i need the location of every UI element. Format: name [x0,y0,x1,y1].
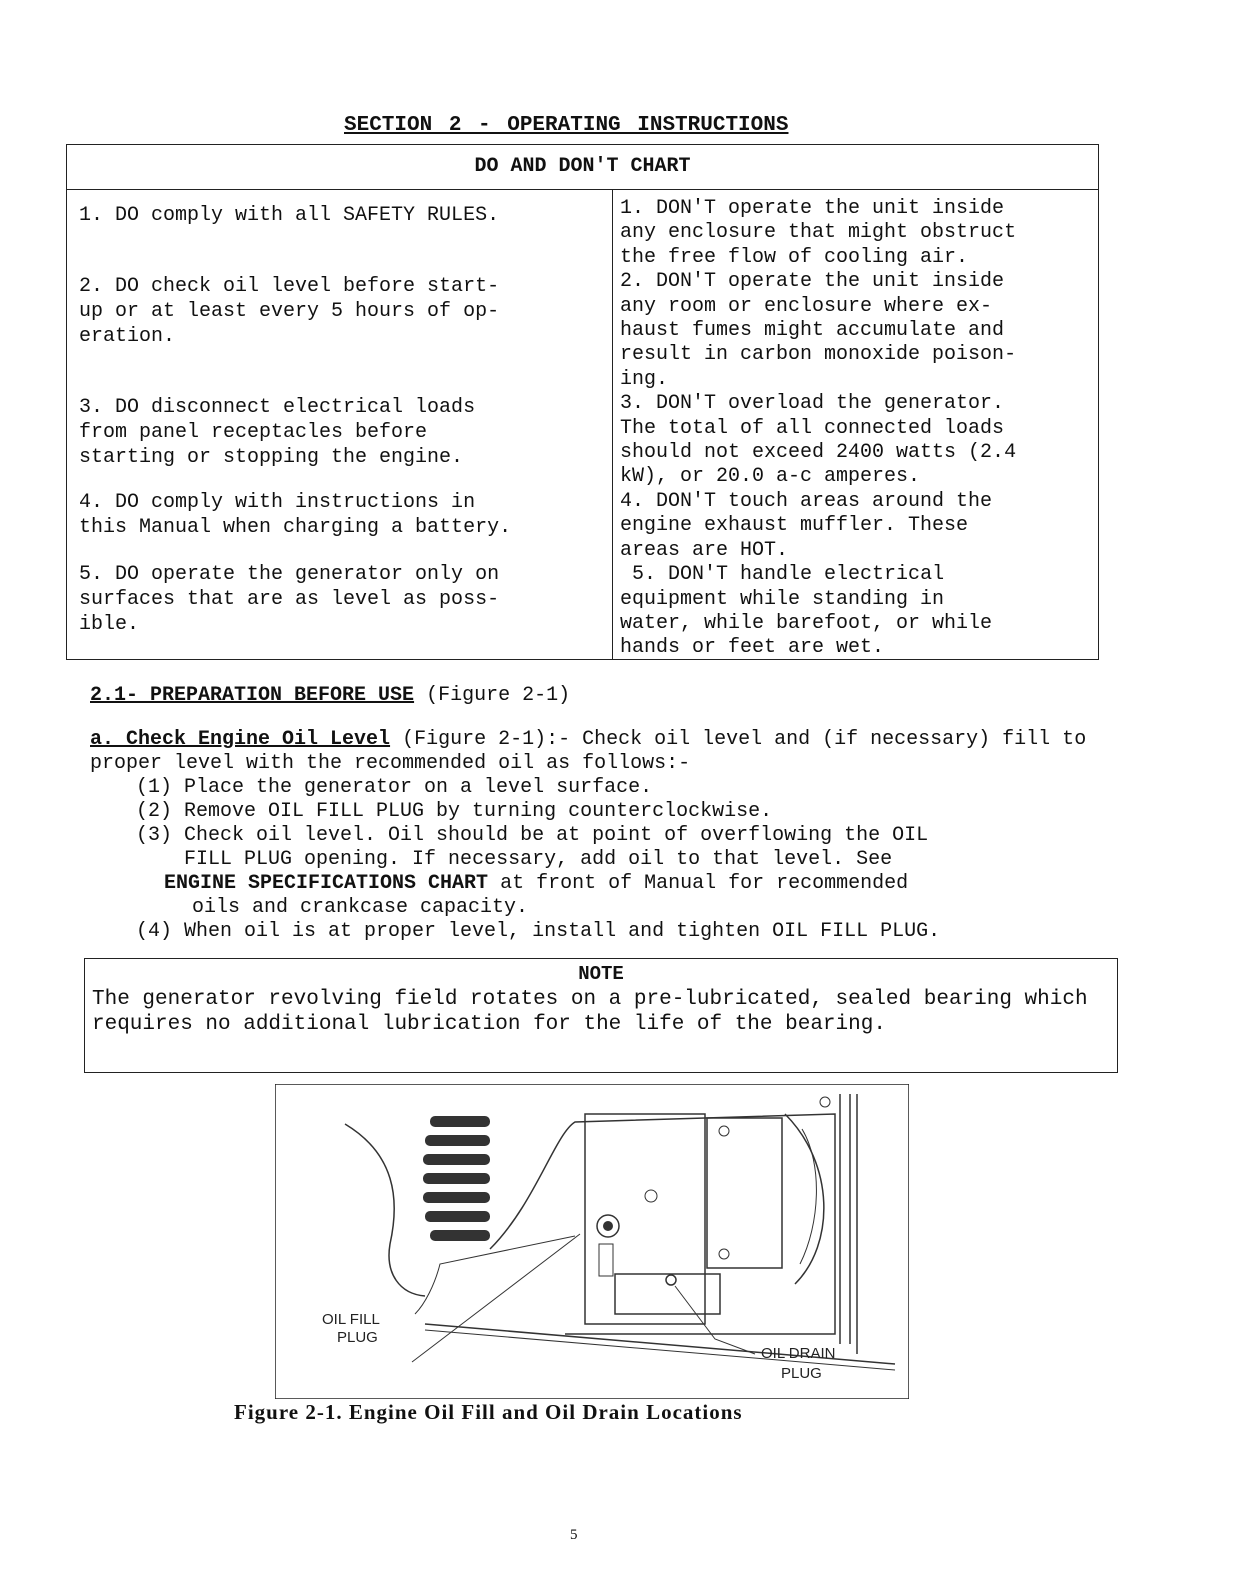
dont-item: 1. DON'T operate the unit inside any enclosure that might obstruct the free flow of cooling air. [620,197,1017,269]
note-box [84,958,1118,1073]
oil-drain-plug-icon [666,1275,676,1285]
do-and-dont-chart [66,144,1099,660]
bolt-icon [719,1249,729,1259]
bolt-icon [719,1126,729,1136]
do-item: 5. DO operate the generator only on surfaces that are as level as poss- ible. [79,563,500,636]
vent-slots-icon [423,1116,490,1241]
bolt-icon [645,1190,657,1202]
oil-drain-label: OIL DRAIN [761,1345,836,1362]
step-item: (4) When oil is at proper level, install and tighten OIL FILL PLUG. [136,920,941,943]
step3-tail: at front of Manual for recommended [488,872,909,895]
dont-item: 4. DON'T touch areas around the engine exhaust muffler. These areas are HOT. [620,489,993,562]
check-oil-instructions [90,728,1100,944]
check-oil-intro [90,728,1100,776]
housing-outline [345,1124,425,1296]
engine-oil-figure [275,1084,909,1399]
oil-fill-label: PLUG [337,1329,378,1346]
step-item: (3) Check oil level. Oil should be at point of overflowing the OIL FILL PLUG opening. If necessary, add oil to that level. See [136,824,929,871]
step-item-continuation [90,872,1100,896]
step-item: (1) Place the generator on a level surface. [136,776,653,799]
chart-column-divider [612,189,613,659]
step-item: (2) Remove OIL FILL PLUG by turning counterclockwise. [136,800,773,823]
preparation-heading-title: 2.1- PREPARATION BEFORE USE [90,684,415,707]
do-item: 1. DO comply with all SAFETY RULES. [79,204,500,227]
chart-heading: DO AND DON'T CHART [67,145,1098,190]
page-number: 5 [570,1527,578,1543]
oil-drain-leader [675,1286,755,1354]
engine-bay-outline [490,1114,835,1334]
flywheel-inner [800,1129,816,1264]
oil-fill-label: OIL FILL [322,1311,380,1328]
dont-column [620,197,1098,661]
preparation-heading [90,684,570,707]
section-title: SECTION 2 - OPERATING INSTRUCTIONS [344,114,789,137]
dont-item: 2. DON'T operate the unit inside any room or enclosure where ex- haust fumes might accumulate and result in carbon monoxide poison- ing. [620,270,1017,391]
oil-fill-leader [415,1236,575,1314]
oil-fill-leader [412,1234,580,1362]
engine-spec-chart-ref: ENGINE SPECIFICATIONS CHART [164,872,489,895]
dont-item: 5. DON'T handle electrical equipment while standing in water, while barefoot, or while hands or feet are wet. [620,563,993,660]
do-column [79,203,607,683]
oil-drain-label: PLUG [781,1365,822,1382]
step3-last-line: oils and crankcase capacity. [192,896,529,919]
engine-cover [707,1118,782,1268]
check-oil-intro-text: (Figure 2-1):- Check oil level and (if necessary) fill to proper level with the recommended oil as follows:- [90,728,1087,775]
oil-fill-plug-center [603,1221,613,1231]
note-title: NOTE [578,963,624,985]
do-item: 3. DO disconnect electrical loads from panel receptacles before starting or stopping the engine. [79,396,476,469]
bolt-icon [820,1097,830,1107]
flywheel-outline [785,1114,824,1284]
engine-block [585,1114,705,1324]
dont-item: 3. DON'T overload the generator. The total of all connected loads should not exceed 2400 watts (2.4 kW), or 20.0 a-c amperes. [620,392,1017,489]
oil-fill-tube [599,1244,613,1276]
note-text: The generator revolving field rotates on a pre-lubricated, sealed bearing which requires no additional lubrication for the life of the bearing. [92,988,1088,1036]
figure-caption: Figure 2-1. Engine Oil Fill and Oil Drain Locations [234,1400,743,1424]
do-item: 4. DO comply with instructions in this Manual when charging a battery. [79,491,512,539]
check-oil-label: a. Check Engine Oil Level [90,728,391,751]
preparation-heading-ref: (Figure 2-1) [426,684,571,707]
do-item: 2. DO check oil level before start- up or at least every 5 hours of op- eration. [79,275,500,348]
